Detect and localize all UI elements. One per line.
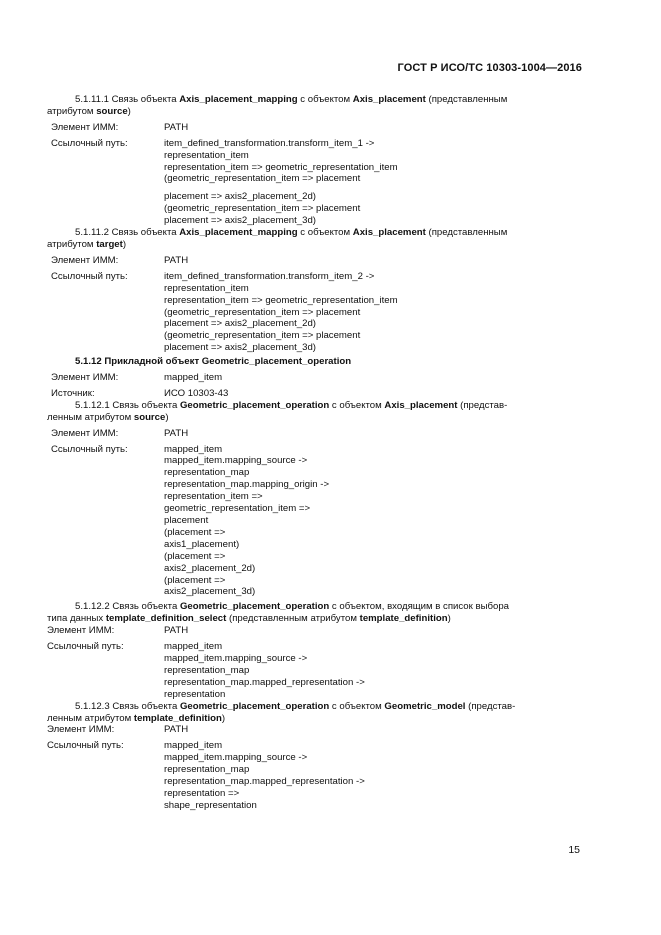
ref-line: placement xyxy=(164,515,209,526)
source-value: ИСО 10303-43 xyxy=(164,387,229,399)
section-5-1-11-2-title-cont: атрибутом target) xyxy=(47,238,127,250)
ref-line: representation_map xyxy=(164,764,250,776)
ref-line: representation_map.mapped_representation -> xyxy=(164,676,365,688)
ref-line: representation_item => xyxy=(164,491,263,503)
ref-line: placement => axis2_placement_2d) xyxy=(164,191,316,203)
ref-line: (geometric_representation_item => placement xyxy=(164,306,361,318)
ref-path-row xyxy=(47,641,582,701)
ref-line: (placement => xyxy=(164,574,226,586)
ref-line: representation xyxy=(164,688,226,700)
ref-line: mapped_item.mapping_source -> xyxy=(164,652,308,664)
imm-label: Элемент ИММ: xyxy=(51,427,119,439)
ref-path-label: Ссылочный путь: xyxy=(47,740,124,752)
imm-label: Элемент ИММ: xyxy=(51,372,119,384)
section-5-1-12-2-title: 5.1.12.2 Связь объекта Geometric_placement_operation с объектом, входящим в список выбора xyxy=(75,601,510,613)
ref-line: placement => axis2_placement_3d) xyxy=(164,342,316,354)
section-5-1-12-1-title: 5.1.12.1 Связь объекта Geometric_placement_operation с объектом Axis_placement (представ- xyxy=(75,399,508,411)
ref-path-row xyxy=(47,444,582,599)
ref-path-row xyxy=(47,271,582,354)
ref-path-label: Ссылочный путь: xyxy=(51,137,128,149)
imm-value: mapped_item xyxy=(164,372,223,384)
imm-value: PATH xyxy=(164,254,189,266)
ref-line: (geometric_representation_item => placement xyxy=(164,173,361,185)
section-5-1-11-1-title: 5.1.11.1 Связь объекта Axis_placement_mapping с объектом Axis_placement (представленным xyxy=(75,94,508,105)
ref-path-lines xyxy=(164,271,582,354)
document-header: ГОСТ Р ИСО/ТС 10303-1004—2016 xyxy=(397,62,582,74)
section-5-1-11-2-title: 5.1.11.2 Связь объекта Axis_placement_mapping с объектом Axis_placement (представленным xyxy=(75,227,508,239)
imm-value: PATH xyxy=(164,427,189,439)
ref-path-row xyxy=(47,138,582,227)
ref-line: placement => axis2_placement_3d) xyxy=(164,215,316,227)
ref-line: representation_item => geometric_representation_item xyxy=(164,294,398,306)
imm-value: PATH xyxy=(164,724,189,736)
imm-row xyxy=(47,724,582,736)
ref-line: shape_representation xyxy=(164,799,257,811)
imm-label: Элемент ИММ: xyxy=(47,625,115,637)
imm-row xyxy=(47,428,582,440)
section-5-1-12-heading: 5.1.12 Прикладной объект Geometric_placement_operation xyxy=(75,356,352,368)
ref-line: representation_item xyxy=(164,282,249,294)
imm-label: Элемент ИММ: xyxy=(47,724,115,736)
imm-row xyxy=(47,372,582,384)
ref-line: representation_map.mapped_representation -> xyxy=(164,776,365,788)
document-body xyxy=(47,94,582,812)
section-5-1-12-2-title-cont: типа данных template_definition_select (представленным атрибутом template_definition) xyxy=(47,613,451,625)
ref-path-row xyxy=(47,740,582,811)
ref-path-lines xyxy=(164,444,582,599)
ref-line: axis1_placement) xyxy=(164,538,240,550)
ref-path-label: Ссылочный путь: xyxy=(47,641,124,653)
ref-path-label: Ссылочный путь: xyxy=(51,270,128,282)
section-5-1-12-1-title-cont: ленным атрибутом source) xyxy=(47,411,169,423)
ref-line: (placement => xyxy=(164,550,226,562)
ref-line: mapped_item xyxy=(164,641,223,653)
ref-line: axis2_placement_3d) xyxy=(164,586,256,598)
imm-row xyxy=(47,255,582,267)
ref-path-lines xyxy=(164,740,582,811)
ref-line: (geometric_representation_item => placement xyxy=(164,330,361,342)
ref-line: placement => axis2_placement_2d) xyxy=(164,318,316,330)
imm-value: PATH xyxy=(164,625,189,637)
ref-line: representation_item => geometric_representation_item xyxy=(164,161,398,173)
ref-line: representation_item xyxy=(164,149,249,161)
imm-row xyxy=(47,122,582,134)
ref-path-label: Ссылочный путь: xyxy=(51,443,128,455)
section-5-1-12-3-title-cont: ленным атрибутом template_definition) xyxy=(47,712,226,724)
ref-line: (placement => xyxy=(164,526,226,538)
ref-path-lines xyxy=(164,641,582,701)
ref-line: geometric_representation_item => xyxy=(164,503,311,515)
ref-line: mapped_item xyxy=(164,740,223,752)
ref-line: mapped_item.mapping_source -> xyxy=(164,752,308,764)
ref-line: representation_map xyxy=(164,467,250,479)
page-number: 15 xyxy=(568,844,580,856)
imm-label: Элемент ИММ: xyxy=(51,254,119,266)
section-5-1-12-3-title: 5.1.12.3 Связь объекта Geometric_placement_operation с объектом Geometric_model (представ- xyxy=(75,700,516,712)
ref-line: mapped_item.mapping_source -> xyxy=(164,455,308,467)
imm-value: PATH xyxy=(164,121,189,133)
imm-label: Элемент ИММ: xyxy=(51,121,119,133)
ref-line: item_defined_transformation.transform_item_1 -> xyxy=(164,137,375,149)
source-row xyxy=(47,388,582,400)
ref-line: mapped_item xyxy=(164,443,223,455)
ref-line: item_defined_transformation.transform_item_2 -> xyxy=(164,270,375,282)
ref-line: axis2_placement_2d) xyxy=(164,562,256,574)
imm-row xyxy=(47,625,582,637)
ref-path-lines xyxy=(164,138,582,227)
ref-line: representation_map xyxy=(164,664,250,676)
section-5-1-11-1-title-cont: атрибутом source) xyxy=(47,105,131,117)
source-label: Источник: xyxy=(51,387,95,399)
ref-line: representation => xyxy=(164,787,240,799)
ref-line: representation_map.mapping_origin -> xyxy=(164,479,330,491)
ref-line: (geometric_representation_item => placement xyxy=(164,203,361,215)
